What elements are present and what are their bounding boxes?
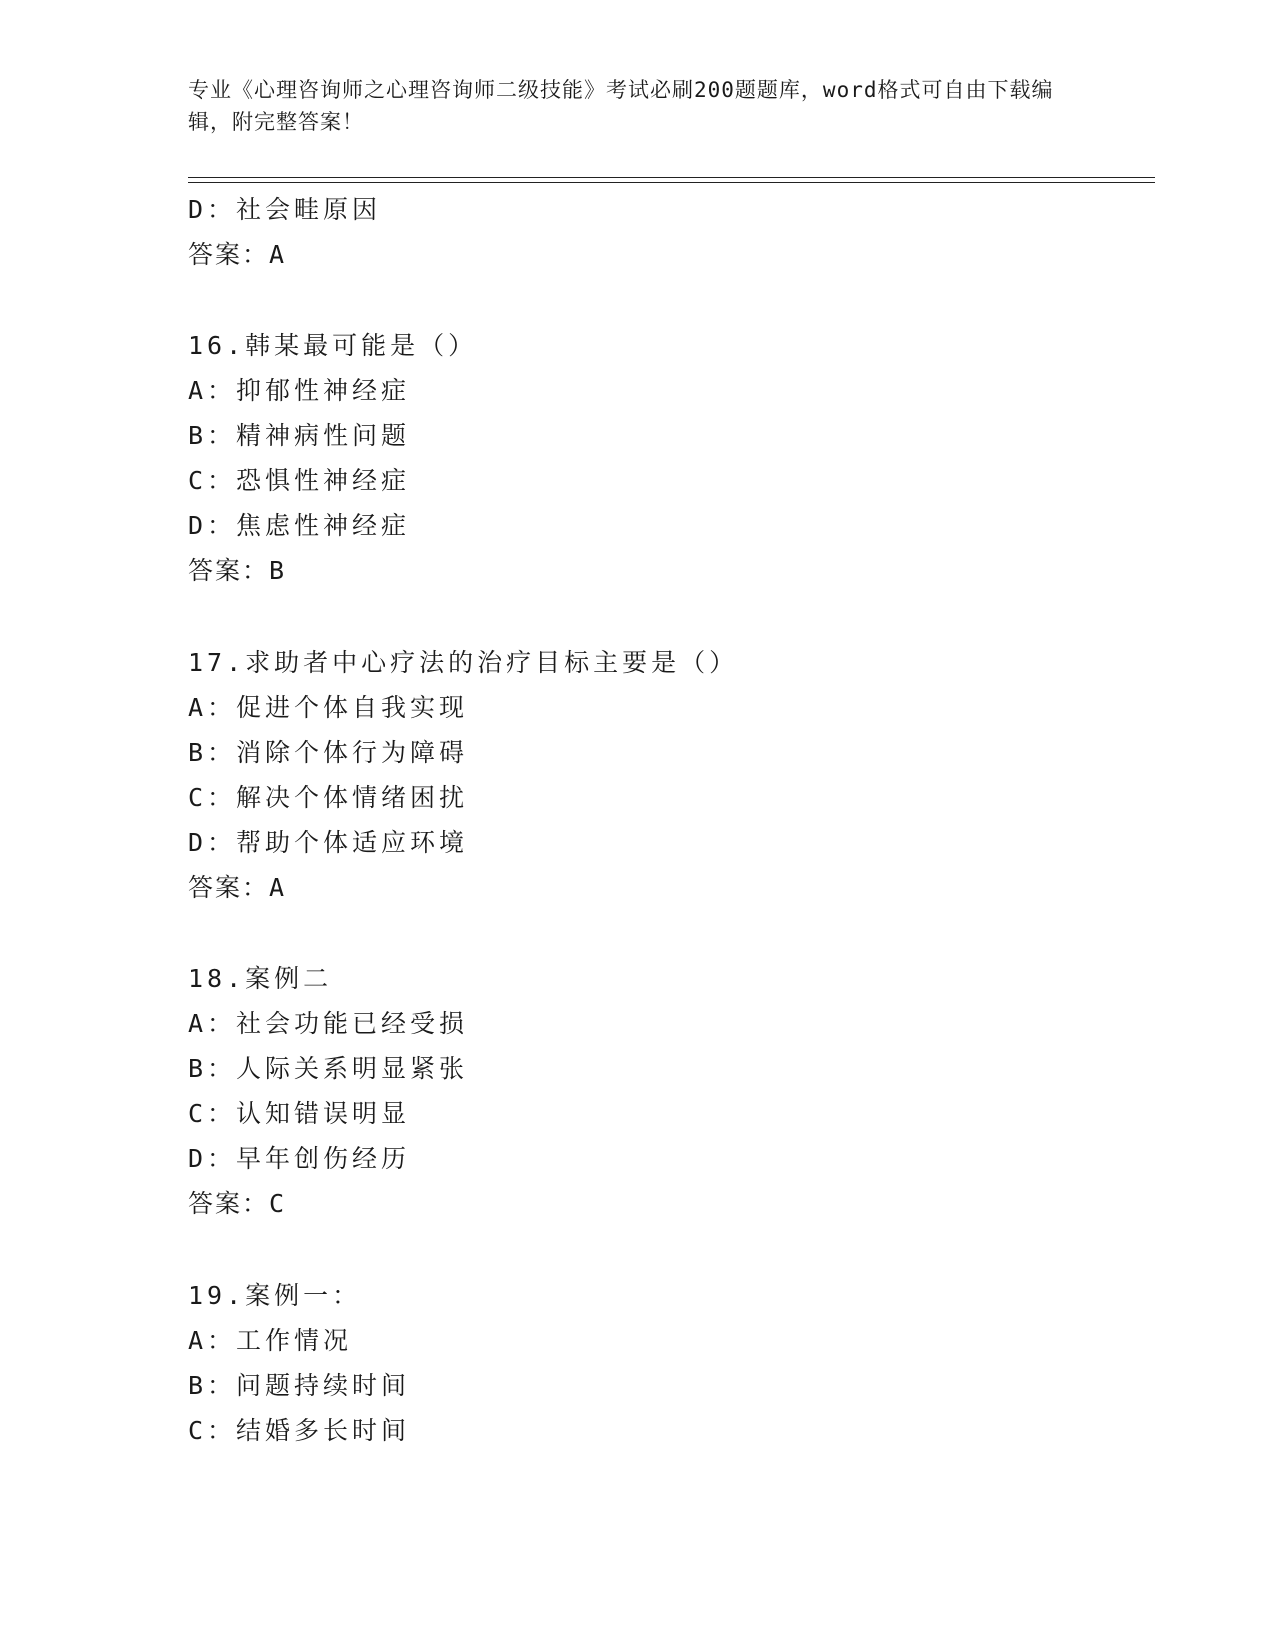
option-d: D：焦虑性神经症 — [188, 511, 411, 540]
option-a: A：社会功能已经受损 — [188, 1009, 469, 1038]
option-b: B：消除个体行为障碍 — [188, 738, 469, 767]
question-17: 17.求助者中心疗法的治疗目标主要是（） — [188, 648, 739, 677]
document-header: 专业《心理咨询师之心理咨询师二级技能》考试必刷200题题库，word格式可自由下载编辑，附完整答案！ — [188, 78, 1054, 134]
option-d: D：帮助个体适应环境 — [188, 828, 469, 857]
option-d: D：社会畦原因 — [188, 195, 382, 224]
answer-line: 答案：A — [188, 873, 287, 902]
option-c: C：结婚多长时间 — [188, 1416, 411, 1445]
option-c: C：恐惧性神经症 — [188, 466, 411, 495]
option-d: D：早年创伤经历 — [188, 1144, 411, 1173]
header-divider-top — [188, 177, 1155, 178]
answer-line: 答案：B — [188, 556, 287, 585]
option-a: A：促进个体自我实现 — [188, 693, 469, 722]
option-c: C：认知错误明显 — [188, 1099, 411, 1128]
question-19: 19.案例一： — [188, 1281, 362, 1310]
option-a: A：工作情况 — [188, 1326, 353, 1355]
option-b: B：精神病性问题 — [188, 421, 411, 450]
option-b: B：问题持续时间 — [188, 1371, 411, 1400]
header-divider-bottom — [188, 182, 1155, 183]
answer-line: 答案：C — [188, 1189, 287, 1218]
option-a: A：抑郁性神经症 — [188, 376, 411, 405]
answer-line: 答案：A — [188, 240, 287, 269]
question-18: 18.案例二 — [188, 964, 333, 993]
option-b: B：人际关系明显紧张 — [188, 1054, 469, 1083]
option-c: C：解决个体情绪困扰 — [188, 783, 469, 812]
question-16: 16.韩某最可能是（） — [188, 331, 478, 360]
